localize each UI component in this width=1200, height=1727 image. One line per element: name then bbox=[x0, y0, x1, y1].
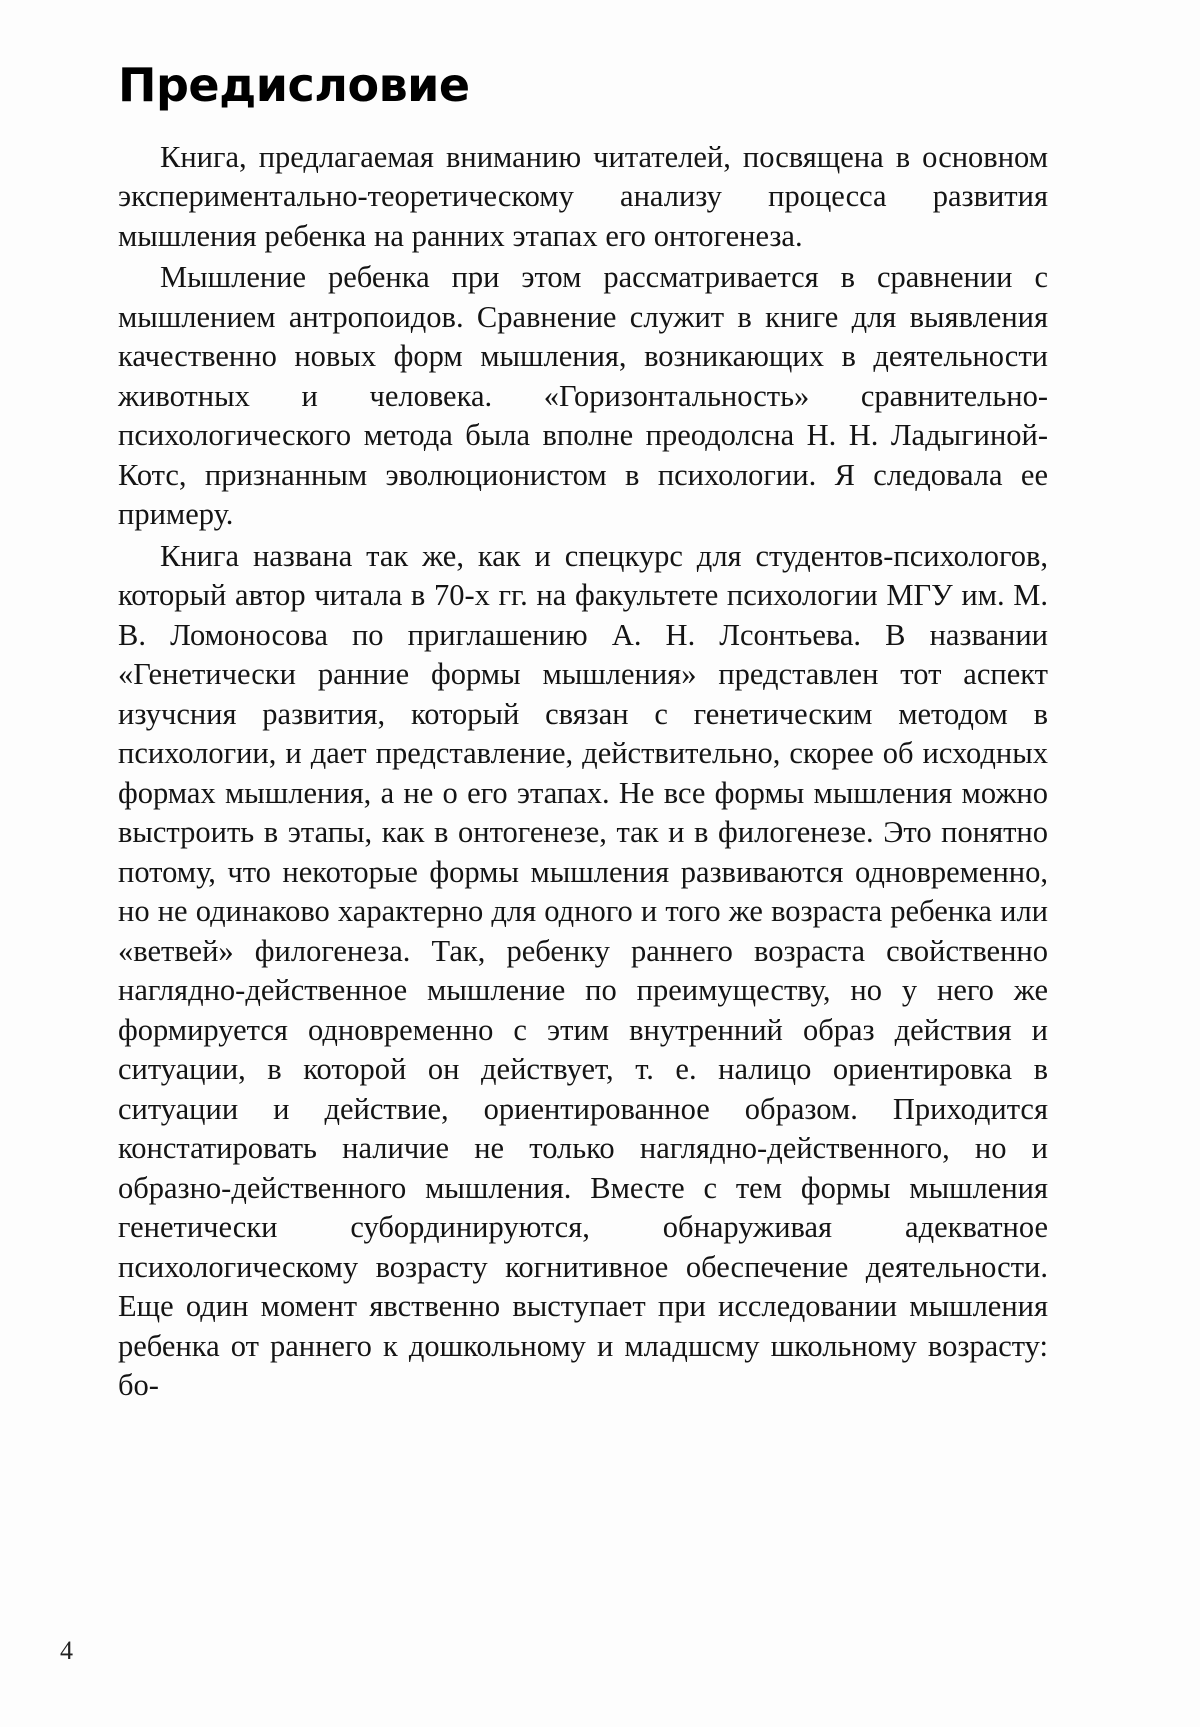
page-content bbox=[118, 58, 1048, 1408]
body-paragraph: Книга, предлагаемая вниманию читателей, посвящена в основном экспериментально-теоретическому анализу процесса развития мышления ребенка на ранних этапах его онтогенеза. bbox=[118, 140, 1048, 253]
body-paragraph: Мышление ребенка при этом рассматривается в сравнении с мышлением антропоидов. Сравнение служит в книге для выявления качественно новых форм мышления, возникающих в деятельности животных и человека. «Горизонтальность» сравнительно-психологического метода была вполне преодолсна Н. Н. Ладыгиной-Котс, признанным эволюционистом в психологии. Я следовала ее примеру. bbox=[118, 260, 1048, 532]
body-paragraph: Книга названа так же, как и спецкурс для студентов-психологов, который автор читала в 70-х гг. на факультете психологии МГУ им. М. В. Ломоносова по приглашению А. Н. Лсонтьева. В названии «Генетически ранние формы мышления» представлен тот аспект изучсния развития, который связан с генетическим методом в психологии, и дает представление, действительно, скорее об исходных формах мышления, а не о его этапах. Не все формы мышления можно выстроить в этапы, как в онтогенезе, так и в филогенезе. Это понятно потому, что некоторые формы мышления развиваются одновременно, но не одинаково характерно для одного и того же возраста ребенка или «ветвей» филогенеза. Так, ребенку раннего возраста свойственно наглядно-действенное мышление по преимуществу, но у него же формируется одновременно с этим внутренний образ действия и ситуации, в которой он действует, т. е. налицо ориентировка в ситуации и действие, ориентированное образом. Приходится констатировать наличие не только наглядно-действенного, но и образно-действенного мышления. Вместе с тем формы мышления генетически субординируются, обнаруживая адекватное психологическому возрасту когнитивное обеспечение деятельности. Еще один момент явственно выступает при исследовании мышления ребенка от раннего к дошкольному и младшсму школьному возрасту: бо- bbox=[118, 538, 1048, 1403]
page-number: 4 bbox=[60, 1636, 73, 1665]
page-title: Предисловие bbox=[118, 58, 470, 112]
